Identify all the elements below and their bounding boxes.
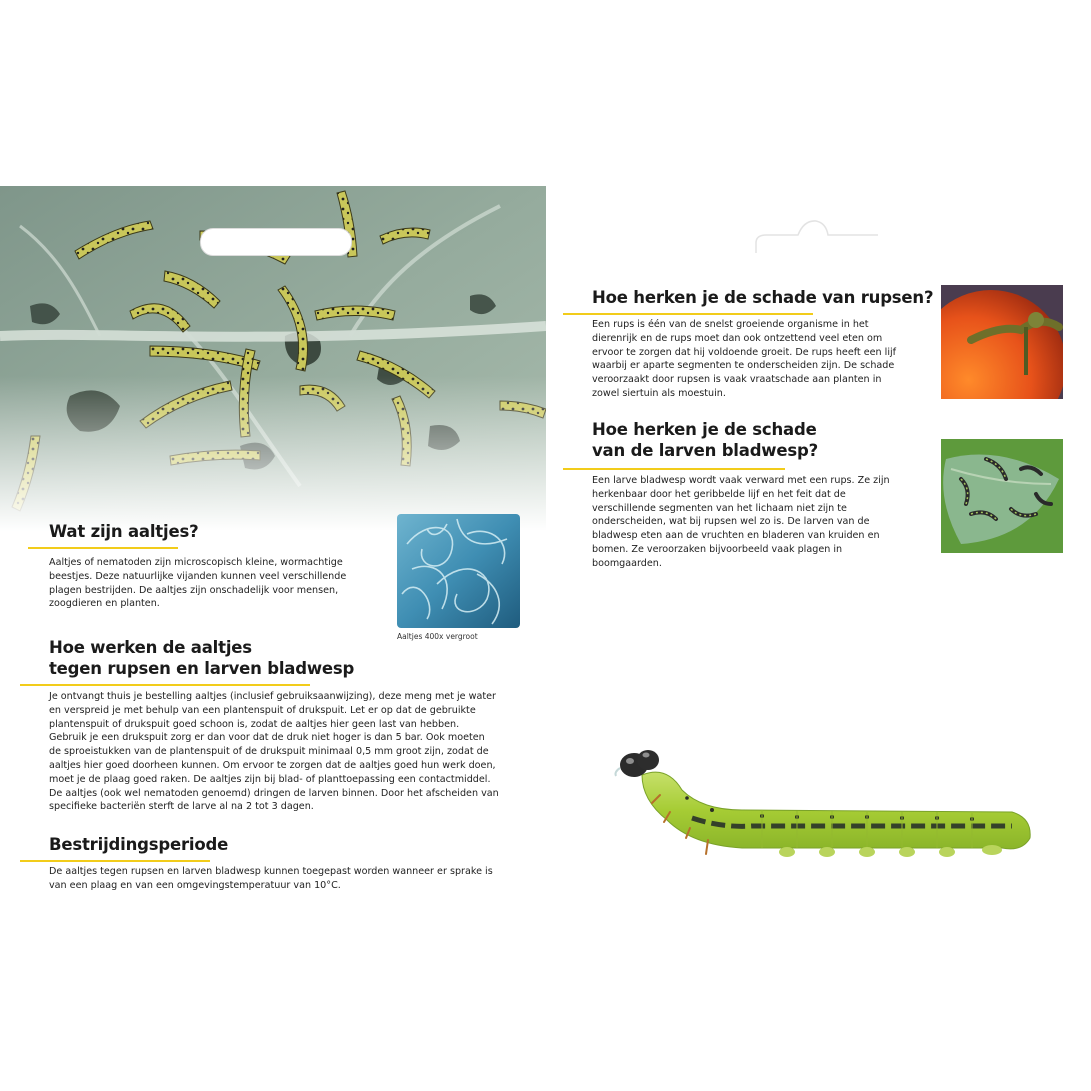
sawfly-damage-text: Een larve bladwesp wordt vaak verward met een rups. Ze zijn herkenbaar door het geribbelde lijf en het feit dat de verschillende segmenten van het lichaam niet zijn te onderscheiden, wat bij rupsen wel zo is. De larven van de bladwesp eten aan de vruchten en bladeren van kruiden en bomen. Ze veroorzaken bijvoorbeeld vaak plagen in boomgaarden. <box>592 475 890 569</box>
hanger-slot <box>200 228 352 256</box>
nematodes-photo-caption: Aaltjes 400x vergroot <box>397 632 478 641</box>
caterpillar-damage-text: Een rups is één van de snelst groeiende organisme in het dierenrijk en de rups moet dan ook ontzettend veel eten om ervoor te zorgen dat hij voldoende groeit. De rups heeft een lijf waarbij er aparte segmenten te onderscheiden zijn. De schade veroorzaakt door rupsen is vaak vraatschade aan planten in zowel siertuin als moestuin. <box>592 319 897 399</box>
how-it-works-heading-line1: Hoe werken de aaltjes <box>49 638 252 657</box>
how-it-works-heading-underline <box>20 684 310 686</box>
sawfly-larvae-on-leaf-photo <box>941 439 1063 553</box>
sawfly-damage-heading-underline <box>563 468 785 470</box>
nematodes-text: Aaltjes of nematoden zijn microscopisch kleine, wormachtige beestjes. Deze natuurlijke vijanden kunnen veel verschillende plagen bestrijden. De aaltjes zijn onschadelijk voor mensen, zoogdieren en planten. <box>49 557 347 610</box>
caterpillar-on-tomato-photo <box>941 285 1063 399</box>
how-it-works-heading-line2: tegen rupsen en larven bladwesp <box>49 659 355 678</box>
nematodes-heading-underline <box>28 547 178 549</box>
period-heading-underline <box>20 860 210 862</box>
sawfly-damage-heading-line1: Hoe herken je de schade <box>592 420 817 439</box>
nematodes-microscope-photo <box>397 514 520 628</box>
how-it-works-heading <box>49 637 354 679</box>
sawfly-damage-heading-line2: van de larven bladwesp? <box>592 441 818 460</box>
hanger-outline <box>748 215 888 255</box>
period-text: De aaltjes tegen rupsen en larven bladwesp kunnen toegepast worden wanneer er sprake is van een plaag en van een omgevingstemperatuur van 10°C. <box>49 866 493 891</box>
caterpillar-damage-heading: Hoe herken je de schade van rupsen? <box>592 288 934 307</box>
caterpillar-damage-heading-underline <box>563 313 813 315</box>
sawfly-larva-illustration <box>612 740 1037 865</box>
how-it-works-text: Je ontvangt thuis je bestelling aaltjes (inclusief gebruiksaanwijzing), deze meng met je water en verspreid je met behulp van een plantenspuit of drukspuit. Let er op dat de gebruikte plantenspuit of drukspuit goed schoon is, zodat de aaltjes hier geen last van hebben. Gebruik je een drukspuit zorg er dan voor dat de druk niet hoger is dan 5 bar. Ook moeten de sproeistukken van de plantenspuit of de drukspuit minimaal 0,5 mm groot zijn, zodat de aaltjes hier goed doorheen kunnen. Om ervoor te zorgen dat de aaltjes goed hun werk doen, moet je de plaag goed raken. De aaltjes zijn bij blad- of planttoepassing een contactmiddel. De aaltjes (ook wel nematoden genoemd) dringen de larven binnen. Door het afscheiden van specifieke bacteriën sterft de larve al na 2 tot 3 dagen. <box>49 691 499 813</box>
sawfly-damage-heading <box>592 419 818 461</box>
nematodes-heading: Wat zijn aaltjes? <box>49 522 199 541</box>
period-heading: Bestrijdingsperiode <box>49 835 229 854</box>
